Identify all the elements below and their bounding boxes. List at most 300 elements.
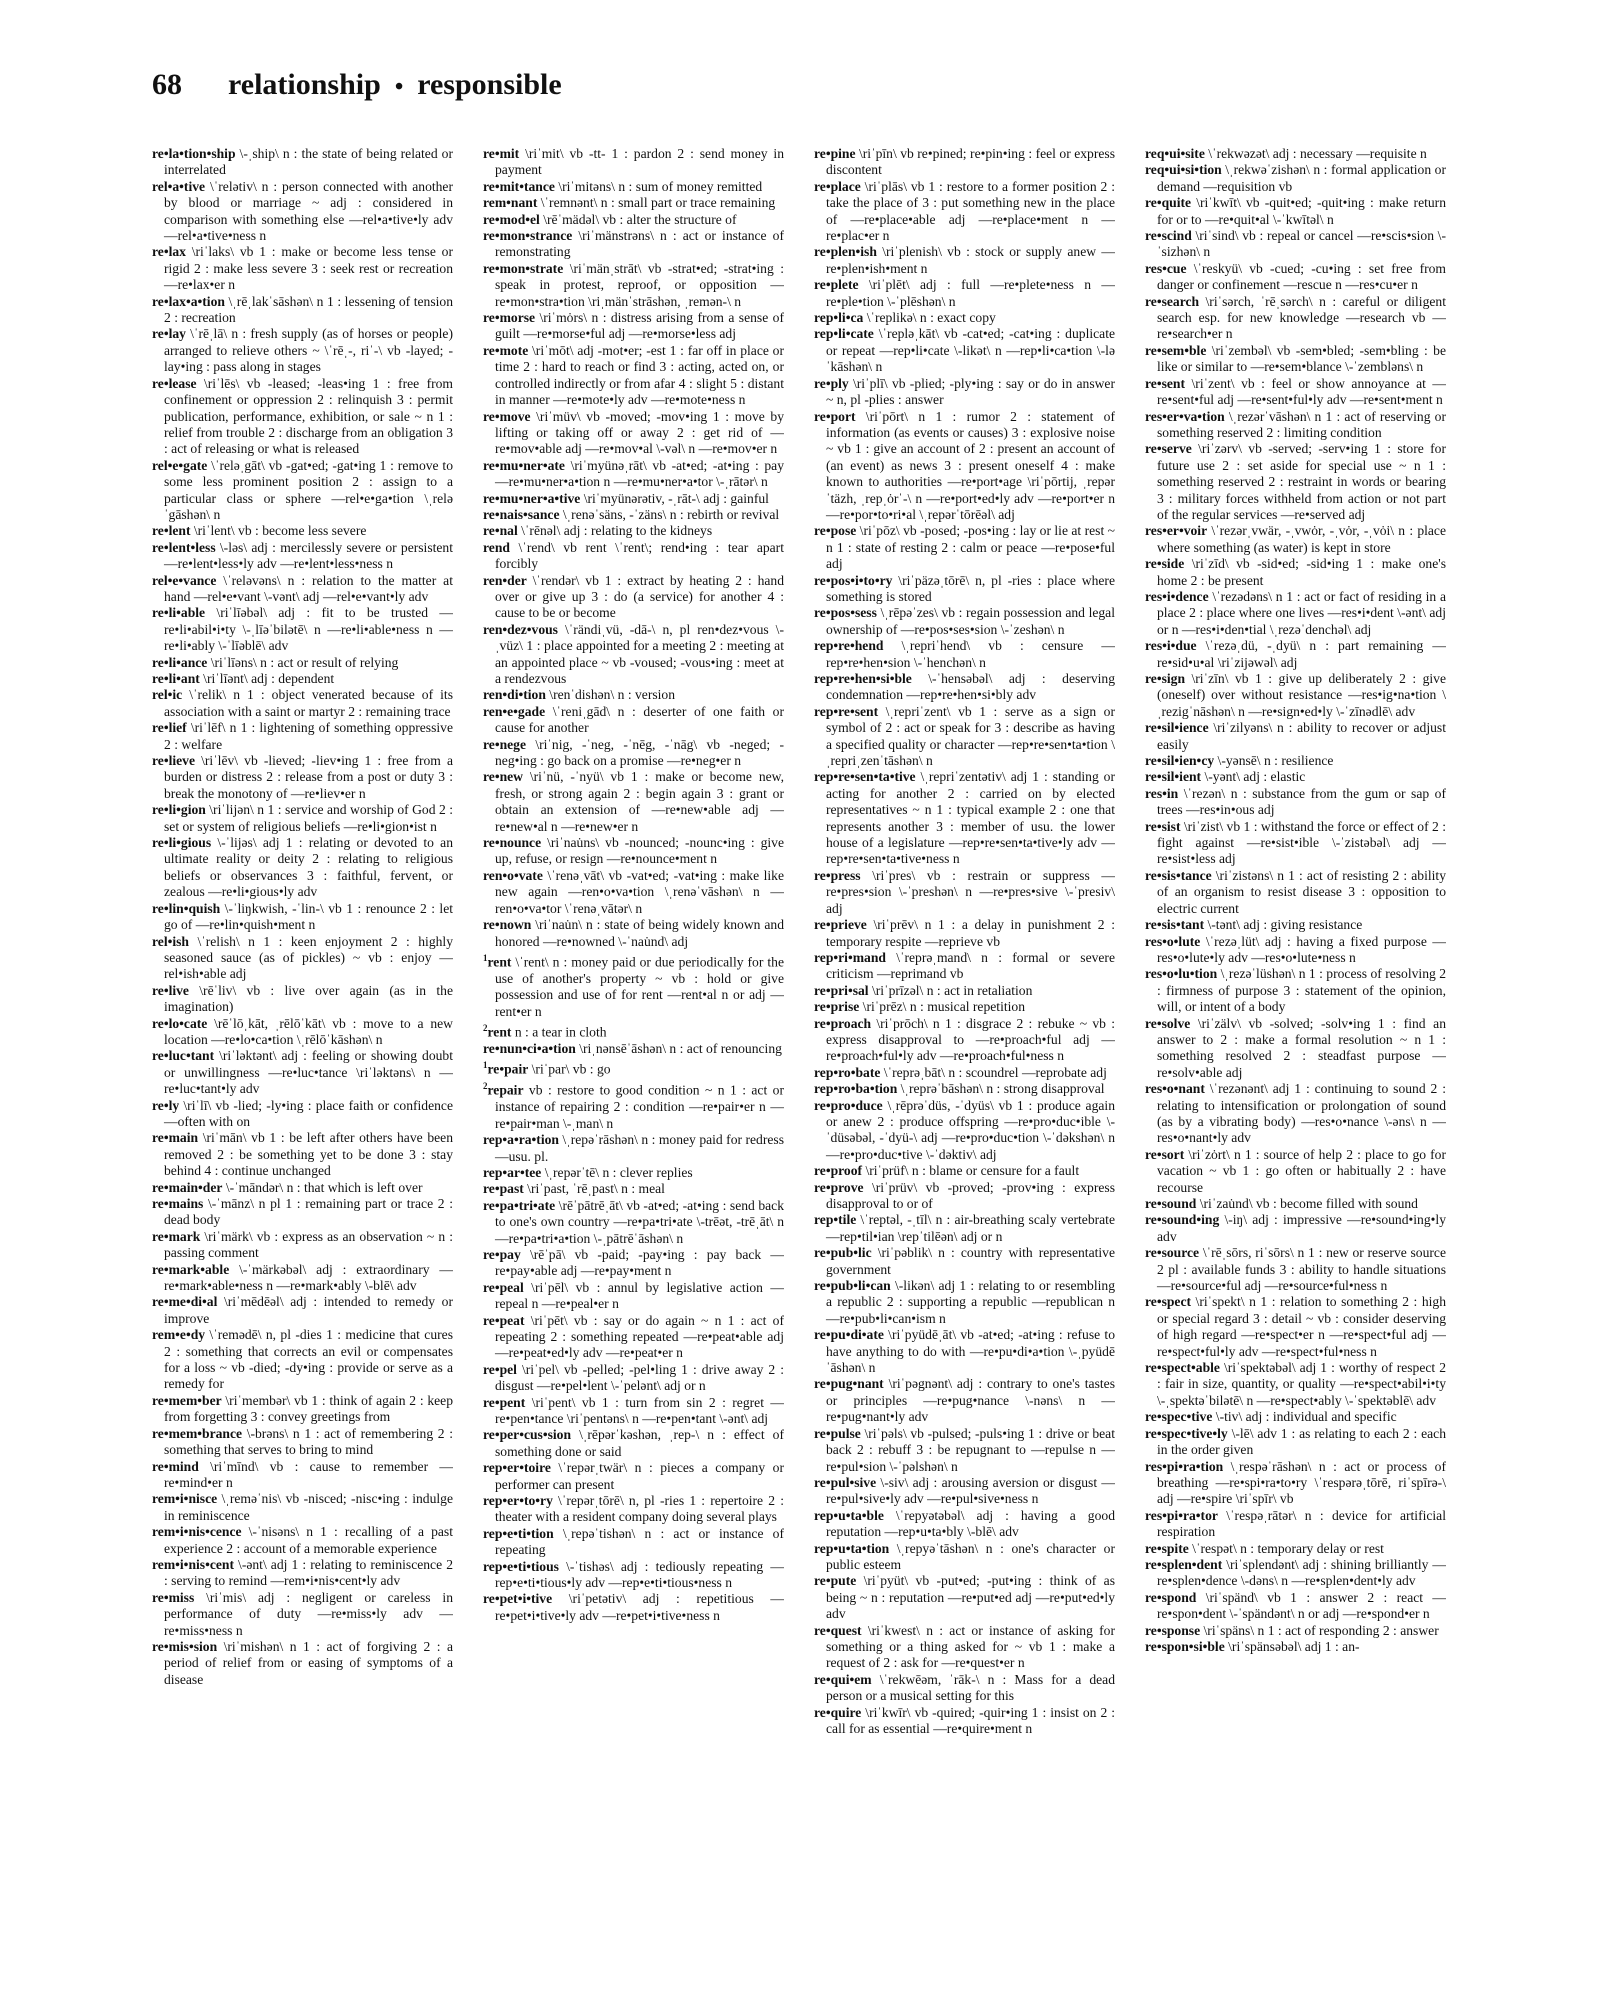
headword: re•quite: [1145, 195, 1192, 211]
definition: \riˈnau̇n\ n : state of being widely known and honored —re•nowned \-ˈnau̇nd\ adj: [495, 917, 784, 949]
headword: re•pub•li•can: [814, 1278, 891, 1294]
definition: \ˈrend\ vb rent \ˈrent\; rend•ing : tear apart forcibly: [495, 539, 784, 572]
dictionary-entry: [483, 523, 784, 539]
headword: re•live: [152, 982, 189, 998]
definition: \ˈrelik\ n 1 : object venerated because of its association with a saint or martyr 2 : remaining trace: [164, 687, 453, 719]
headword: re•me•di•al: [152, 1294, 218, 1310]
headword: re•prieve: [814, 917, 867, 933]
headword: rep•ar•tee: [483, 1164, 542, 1180]
definition: \riˈplās\ vb 1 : restore to a former position 2 : take the place of 3 : put something new in the place of —re•place•able adj —re•place•ment n —re•plac•er n: [826, 178, 1115, 244]
dictionary-entry: [1145, 1196, 1446, 1212]
definition: \riˈlēs\ vb -leased; -leas•ing 1 : free from confinement or oppression 2 : relinquish 3 : permit publication, performance, exhibition, or sale ~ n 1 : relief from trouble 2 : discharge from an obligation 3 : act of releasing or what is released: [164, 375, 453, 457]
definition: \riˈlaks\ vb 1 : make or become less tense or rigid 2 : make less severe 3 : seek rest or recreation —re•lax•er n: [164, 244, 453, 293]
headword: re•lief: [152, 720, 187, 736]
headword: re•pa•tri•ate: [483, 1197, 556, 1213]
headword: re•nounce: [483, 835, 542, 851]
definition: \riˈlīəns\ n : act or result of relying: [207, 654, 399, 670]
dictionary-entry: [152, 179, 453, 245]
headword: re•lin•quish: [152, 900, 221, 916]
definition: \riˈzist\ vb 1 : withstand the force or effect of 2 : fight against —re•sist•ible \-ˈzistəbəl\ adj —re•sist•less adj: [1157, 818, 1446, 867]
definition: \ˈrezən\ n : substance from the gum or sap of trees —res•in•ous adj: [1157, 785, 1446, 818]
headword: re•peat: [483, 1312, 525, 1328]
dictionary-entry: [152, 1639, 453, 1688]
dictionary-entry: [814, 376, 1115, 409]
headword: re•lax•a•tion: [152, 293, 225, 309]
definition: \riˈnü, -ˈnyü\ vb 1 : make or become new, fresh, or strong again 2 : begin again 3 : grant or obtain an extension of —re•new•able adj —re•new•al n —re•new•er n: [495, 769, 784, 834]
dictionary-entry: [814, 146, 1115, 179]
dictionary-entry: [814, 868, 1115, 917]
headword: rep•re•hen•si•ble: [814, 671, 912, 686]
definition: \riˈmēdēəl\ adj : intended to remedy or improve: [164, 1294, 453, 1326]
dictionary-entry: [483, 179, 784, 195]
definition: \ˈrezərˌvwär, -ˌvwȯr, -ˌvȯr, -ˌvȯi\ n : place where something (as water) is kept in store: [1157, 523, 1446, 555]
definition: \ˈrepərˌtōrē\ n, pl -ries 1 : repertoire 2 : theater with a resident company doing several plays: [495, 1493, 784, 1525]
headword: re•morse: [483, 310, 536, 326]
dictionary-entry: [483, 228, 784, 261]
homograph-number: 1: [483, 952, 488, 963]
dictionary-entry: [483, 212, 784, 228]
definition: \riˈzistəns\ n 1 : act of resisting 2 : ability of an organism to resist disease 3 : opposition to electric current: [1157, 867, 1446, 916]
dictionary-entry: [814, 671, 1115, 704]
definition: \riˈzərv\ vb -served; -serv•ing 1 : store for future use 2 : set aside for special use ~ n 1 : something reserved 2 : restraint in words or bearing 3 : military forces withheld from action or not part of the regular services —re•served adj: [1157, 441, 1446, 522]
definition: \riˈnig, -ˈneg, -ˈnēg, -ˈnāg\ vb -neged; -neg•ing : go back on a promise —re•neg•er n: [495, 736, 784, 769]
dictionary-entry: [483, 1591, 784, 1624]
definition: \riˈzälv\ vb -solved; -solv•ing 1 : find an answer to 2 : make a formal resolution ~ n 1 : something resolved 2 : steadfast purpose —re•solv•able adj: [1157, 1015, 1446, 1080]
dictionary-entry: [152, 523, 453, 539]
headword: repair: [487, 1082, 524, 1098]
headword: rep•e•ti•tious: [483, 1558, 559, 1574]
dictionary-entry: [483, 507, 784, 523]
dictionary-entry: [814, 1623, 1115, 1672]
headword: re•nais•sance: [483, 506, 560, 522]
definition: \rēˈliv\ vb : live over again (as in the imagination): [164, 982, 453, 1015]
definition: \-ənt\ adj 1 : relating to reminiscence 2 : serving to remind —rem•i•nis•cent•ly adv: [164, 1556, 453, 1589]
headword: re•prove: [814, 1179, 864, 1195]
dictionary-entry: [814, 409, 1115, 524]
definition: \ˈrēˌlā\ n : fresh supply (as of horses or people) arranged to relieve others ~ \ˈrēˌ-, riˈ-\ vb -layed; -lay•ing : pass along in stages: [164, 326, 453, 375]
dictionary-entry: [483, 1313, 784, 1362]
headword: rep•ro•bate: [814, 1064, 881, 1080]
dictionary-entry: [1145, 1590, 1446, 1623]
dictionary-entry: [483, 622, 784, 688]
definition: \riˈmishən\ n 1 : act of forgiving 2 : a period of relief from or easing of symptoms of a disease: [164, 1638, 453, 1687]
dictionary-entry: [152, 671, 453, 687]
dictionary-columns: [152, 146, 1446, 1966]
headword: re•qui•em: [814, 1671, 872, 1687]
column-4: [1145, 146, 1446, 1966]
dictionary-entry: [483, 573, 784, 622]
definition: \riˈpyüt\ vb -put•ed; -put•ing : think of as being ~ n : reputation —re•put•ed adj —re•put•ed•ly adv: [826, 1573, 1115, 1622]
dictionary-entry: [152, 1327, 453, 1393]
dictionary-entry: [152, 802, 453, 835]
dictionary-entry: [814, 704, 1115, 770]
headword: re•ly: [152, 1097, 180, 1113]
headword: rep•re•hend: [814, 638, 884, 654]
dictionary-entry: [483, 1078, 784, 1132]
headword: re•scind: [1145, 228, 1192, 244]
homograph-number: 2: [483, 1081, 488, 1092]
headword: re•pine: [814, 146, 856, 161]
headword: rel•ish: [152, 933, 189, 949]
definition: \riˈspänd\ vb 1 : answer 2 : react —re•spon•dent \-ˈspändənt\ n or adj —re•spond•er n: [1157, 1589, 1446, 1622]
dictionary-entry: [1145, 868, 1446, 917]
headword: rep•li•cate: [814, 326, 874, 342]
definition: \riˈplenish\ vb : stock or supply anew —re•plen•ish•ment n: [826, 244, 1115, 276]
headword: re•miss: [152, 1589, 195, 1605]
dictionary-entry: [814, 573, 1115, 606]
dictionary-entry: [152, 1557, 453, 1590]
definition: \ˈrekwēəm, ˈrāk-\ n : Mass for a dead person or a musical setting for this: [826, 1671, 1115, 1704]
definition: \riˈlī\ vb -lied; -ly•ing : place faith or confidence—often with on: [164, 1097, 453, 1129]
column-3: [814, 146, 1115, 1966]
headword: req•ui•si•tion: [1145, 162, 1222, 178]
dictionary-entry: [1145, 261, 1446, 294]
definition: \-ˈhensəbəl\ adj : deserving condemnation —rep•re•hen•si•bly adv: [826, 671, 1115, 703]
definition: \riˈpōrt\ n 1 : rumor 2 : statement of information (as events or causes) 3 : explosive noise ~ vb 1 : give an account of 2 : present an account of (an event) as news 3 : present oneself 4 : make known to authorities —re•port•age \riˈpōrtij, ˌrepərˈtäzh, ˌrepˌȯrˈ-\ n —re•port•ed•ly adv —re•port•er n —re•por•to•ri•al \ˌrepərˈtōrēəl\ adj: [826, 408, 1115, 522]
definition: \riˈmüv\ vb -moved; -mov•ing 1 : move by lifting or taking off or away 2 : get rid of —re•mov•able adj —re•mov•al \-vəl\ n —re•mov•er n: [495, 408, 784, 457]
headword: rent: [487, 954, 512, 970]
definition: \ˈrezəˌdü, -ˌdyü\ n : part remaining —re•sid•u•al \riˈzijəwəl\ adj: [1157, 638, 1446, 670]
headword: re•main: [152, 1130, 199, 1146]
definition: \rēˈlōˌkāt, ˌrēlōˈkāt\ vb : move to a new location —re•lo•ca•tion \ˌrēlōˈkāshən\ n: [164, 1015, 453, 1047]
headword: re•pel: [483, 1361, 517, 1377]
headword: re•nown: [483, 917, 532, 933]
definition: \ˈrenəˌvāt\ vb -vat•ed; -vat•ing : make like new again —ren•o•va•tion \ˌrenəˈvāshən\ n —ren•o•va•tor \ˈrenəˌvātər\ n: [495, 867, 784, 916]
dictionary-entry: [814, 326, 1115, 375]
dictionary-entry: [483, 704, 784, 737]
definition: \ˌrēpəˈzes\ vb : regain possession and legal ownership of —re•pos•ses•sion \-ˈzeshən\ n: [826, 605, 1115, 637]
definition: \riˈspäns\ n 1 : act of responding 2 : answer: [1200, 1622, 1439, 1638]
dictionary-entry: [814, 1376, 1115, 1425]
dictionary-entry: [1145, 1508, 1446, 1541]
definition: \-yənt\ adj : elastic: [1201, 769, 1306, 785]
headword: re•mu•ner•ate: [483, 457, 565, 473]
definition: \ˈrezənənt\ adj 1 : continuing to sound 2 : relating to intensification or prolongation of sound (as by a vibrating body) —res•o•nance \-əns\ n —res•o•nant•ly adv: [1157, 1081, 1446, 1146]
dictionary-entry: [1145, 720, 1446, 753]
headword: re•sis•tant: [1145, 917, 1205, 933]
headword: re•pub•lic: [814, 1245, 872, 1261]
definition: \riˈsərch, ˈrēˌsərch\ n : careful or diligent search esp. for new knowledge —research vb —re•search•er n: [1157, 293, 1446, 342]
definition: \-iŋ\ adj : impressive —re•sound•ing•ly adv: [1157, 1212, 1446, 1244]
definition: \ˈreniˌgād\ n : deserter of one faith or cause for another: [495, 703, 784, 736]
headword: re•spect: [1145, 1294, 1192, 1310]
definition: \-ləs\ adj : mercilessly severe or persistent —re•lent•less•ly adv —re•lent•less•ness n: [164, 539, 453, 572]
dictionary-entry: [483, 1181, 784, 1197]
dictionary-entry: [1145, 753, 1446, 769]
headword: ren•der: [483, 572, 527, 588]
dictionary-entry: [814, 1245, 1115, 1278]
headword: re•spond: [1145, 1589, 1197, 1605]
definition: \riˈkwīr\ vb -quired; -quir•ing 1 : insist on 2 : call for as essential —re•quire•ment n: [826, 1704, 1115, 1736]
headword: re•sil•ien•cy: [1145, 753, 1215, 769]
dictionary-entry: [483, 1427, 784, 1460]
dictionary-entry: [152, 1098, 453, 1131]
definition: \riˈzilyəns\ n : ability to recover or adjust easily: [1157, 720, 1446, 752]
dictionary-entry: [814, 1573, 1115, 1622]
definition: \riˈkwest\ n : act or instance of asking for something or a thing asked for ~ vb 1 : make a request of 2 : ask for —re•quest•er n: [826, 1622, 1115, 1671]
dictionary-entry: [814, 1081, 1115, 1097]
headword: re•prise: [814, 999, 860, 1015]
dictionary-entry: [152, 1426, 453, 1459]
dictionary-entry: [1145, 671, 1446, 720]
definition: \riˈzau̇nd\ vb : become filled with sound: [1196, 1196, 1418, 1211]
headword: res•er•va•tion: [1145, 408, 1225, 424]
headword: rep•er•toire: [483, 1460, 551, 1476]
dictionary-entry: [814, 1426, 1115, 1475]
definition: \riˈləktənt\ adj : feeling or showing doubt or unwillingness —re•luc•tance \riˈləktəns\ n —re•luc•tant•ly adv: [164, 1048, 453, 1097]
definition: \riˈsind\ vb : repeal or cancel —re•scis•sion \-ˈsizhən\ n: [1157, 228, 1446, 260]
dictionary-entry: [1145, 917, 1446, 933]
dictionary-entry: [814, 983, 1115, 999]
definition: \riˈprīzəl\ n : act in retaliation: [868, 982, 1033, 998]
dictionary-entry: [1145, 966, 1446, 1015]
definition: \-lē\ adv 1 : as relating to each 2 : each in the order given: [1157, 1425, 1446, 1458]
dictionary-entry: [483, 409, 784, 458]
definition: \-brəns\ n 1 : act of remembering 2 : something that serves to bring to mind: [164, 1425, 453, 1458]
definition: \riˈplēt\ adj : full —re•plete•ness n —re•ple•tion \-ˈplēshən\ n: [826, 277, 1115, 309]
definition: \riˈprōch\ n 1 : disgrace 2 : rebuke ~ vb : express disapproval to —re•proach•ful adj —re•proach•ful•ly adv —re•proach•ful•ness n: [826, 1015, 1115, 1064]
definition: \riˈpres\ vb : restrain or suppress —re•pres•sion \-ˈpreshən\ n —re•pres•sive \-ˈpresiv\ adj: [826, 867, 1115, 916]
dictionary-entry: [1145, 556, 1446, 589]
definition: \riˈmis\ adj : negligent or careless in performance of duty —re•miss•ly adv —re•miss•ness n: [164, 1589, 453, 1638]
definition: \-ˈliŋkwish, -ˈlin-\ vb 1 : renounce 2 : let go of —re•lin•quish•ment n: [164, 900, 453, 933]
definition: \-yənsē\ n : resilience: [1214, 753, 1334, 769]
definition: \-tiv\ adj : individual and specific: [1212, 1409, 1397, 1425]
headword: rem•i•nis•cent: [152, 1556, 234, 1572]
headword: re•mem•ber: [152, 1392, 222, 1408]
headword: re•sort: [1145, 1146, 1185, 1162]
dictionary-entry: [483, 950, 784, 1020]
dictionary-entry: [483, 146, 784, 179]
dictionary-entry: [483, 1526, 784, 1559]
definition: \ˌrepərˈtē\ n : clever replies: [541, 1164, 693, 1180]
dictionary-entry: [1145, 786, 1446, 819]
definition: \ˈreplikə\ n : exact copy: [863, 310, 996, 326]
definition: \riˈmān\ vb 1 : be left after others have been removed 2 : be something yet to be done 3 : stay behind 4 : continue unchanged: [164, 1130, 453, 1179]
definition: \ˈrekwəzət\ adj : necessary —requisite n: [1204, 146, 1427, 161]
headword: re•mon•strance: [483, 228, 573, 244]
headword: re•proach: [814, 1015, 872, 1031]
headword: re•sis•tance: [1145, 867, 1212, 883]
definition: \riˈmembər\ vb 1 : think of again 2 : keep from forgetting 3 : convey greetings from: [164, 1392, 453, 1425]
headword: re•luc•tant: [152, 1048, 215, 1064]
dictionary-entry: [1145, 934, 1446, 967]
dictionary-entry: [1145, 162, 1446, 195]
headword: re•mod•el: [483, 211, 540, 227]
headword: rel•e•gate: [152, 457, 208, 473]
headword: re•main•der: [152, 1179, 223, 1195]
headword: re•mote: [483, 342, 529, 358]
definition: \ˈrezəˌlüt\ adj : having a fixed purpose —res•o•lute•ly adv —res•o•lute•ness n: [1157, 933, 1446, 965]
headword: re•lent•less: [152, 539, 216, 555]
dictionary-entry: [483, 687, 784, 703]
definition: \ˈrepləˌkāt\ vb -cat•ed; -cat•ing : duplicate or repeat —rep•li•cate \-likət\ n —rep•li•ca•tion \-ləˈkāshən\ n: [826, 326, 1115, 375]
headword: ren•o•vate: [483, 867, 543, 883]
dictionary-entry: [152, 655, 453, 671]
headword: re•mark: [152, 1228, 201, 1244]
headword: re•mark•able: [152, 1261, 230, 1277]
headword: re•li•able: [152, 605, 206, 621]
dictionary-entry: [814, 1327, 1115, 1376]
definition: \riˈkwīt\ vb -quit•ed; -quit•ing : make return for or to —re•quit•al \-ˈkwītəl\ n: [1157, 195, 1446, 227]
definition: \ˌrezərˈvāshən\ n 1 : act of reserving or something reserved 2 : limiting condition: [1157, 408, 1446, 440]
definition: \riˈlent\ vb : become less severe: [190, 523, 367, 539]
dictionary-entry: [1145, 1016, 1446, 1082]
headword: rep•li•ca: [814, 310, 864, 326]
definition: \riˈpel\ vb -pelled; -pel•ling 1 : drive away 2 : disgust —re•pel•lent \-ˈpelənt\ adj or n: [495, 1361, 784, 1394]
definition: \ˌrepriˈzentətiv\ adj 1 : standing or acting for another 2 : carried on by elected representatives ~ n 1 : typical example 2 : one that represents another 3 : member of usu. the lower house of a legislature —rep•re•sen•ta•tive•ly adv —rep•re•sen•ta•tive•ness n: [826, 769, 1115, 867]
dictionary-entry: [483, 343, 784, 409]
headword: res•o•lu•tion: [1145, 966, 1218, 982]
dictionary-entry: [152, 1048, 453, 1097]
dictionary-entry: [152, 540, 453, 573]
definition: \-tənt\ adj : giving resistance: [1204, 917, 1363, 933]
definition: \riˈmōt\ adj -mot•er; -est 1 : far off in place or time 2 : hard to reach or find 3 : acting, acted on, or controlled indirectly or from afar 4 : slight 5 : distant in manner —re•mote•ly adv —re•mote•ness n: [495, 342, 784, 408]
headword: re•place: [814, 178, 861, 194]
dictionary-entry: [1145, 409, 1446, 442]
headword: re•solve: [1145, 1015, 1191, 1031]
dictionary-entry: [814, 1065, 1115, 1081]
headword: rep•tile: [814, 1212, 857, 1228]
dictionary-entry: [152, 1294, 453, 1327]
dictionary-entry: [1145, 1541, 1446, 1557]
definition: \ˈreprəˌmand\ n : formal or severe criticism —reprimand vb: [826, 949, 1115, 982]
dictionary-entry: [1145, 589, 1446, 638]
headword: re•pro•duce: [814, 1097, 883, 1113]
dictionary-entry: [1145, 1557, 1446, 1590]
headword: re•la•tion•ship: [152, 146, 236, 161]
dictionary-entry: [483, 310, 784, 343]
headword: rend: [483, 539, 510, 555]
definition: \ˌrepəˈrāshən\ n : money paid for redress—usu. pl.: [495, 1132, 784, 1164]
dictionary-entry: [152, 1590, 453, 1639]
headword: re•lax: [152, 244, 186, 260]
definition: \ˈrendər\ vb 1 : extract by heating 2 : hand over or give up 3 : do (a service) for another 4 : cause to be or become: [495, 572, 784, 621]
definition: n : a tear in cloth: [511, 1024, 607, 1040]
definition: \ˈreləˌgāt\ vb -gat•ed; -gat•ing 1 : remove to some less prominent position 2 : assign to a particular class or sphere —rel•e•ga•tion \ˌreləˈgāshən\ n: [164, 457, 453, 522]
headword: re•li•gion: [152, 802, 206, 818]
dictionary-entry: [814, 638, 1115, 671]
dictionary-entry: [1145, 343, 1446, 376]
dictionary-entry: [1145, 1426, 1446, 1459]
definition: \riˈzembəl\ vb -sem•bled; -sem•bling : be like or similar to —re•sem•blance \-ˈzembləns\ n: [1157, 342, 1446, 375]
headword: re•nege: [483, 736, 527, 752]
definition: \riˈpast, ˈrēˌpast\ n : meal: [523, 1181, 665, 1197]
headword: res•o•nant: [1145, 1081, 1205, 1097]
dictionary-entry: [483, 1198, 784, 1247]
headword: re•pug•nant: [814, 1376, 884, 1392]
headword: re•mon•strate: [483, 260, 564, 276]
definition: \rēˈpā\ vb -paid; -pay•ing : pay back —re•pay•able adj —re•pay•ment n: [495, 1246, 784, 1279]
dictionary-entry: [1145, 146, 1446, 162]
definition: \-siv\ adj : arousing aversion or disgust —re•pul•sive•ly adv —re•pul•sive•ness n: [826, 1474, 1115, 1507]
dictionary-entry: [1145, 819, 1446, 868]
definition: \riˈpent\ vb 1 : turn from sin 2 : regret —re•pen•tance \riˈpentəns\ n —re•pen•tant \-ənt\ adj: [495, 1394, 784, 1426]
definition: \ˌrēˌlakˈsāshən\ n 1 : lessening of tension 2 : recreation: [164, 293, 453, 326]
dictionary-entry: [483, 737, 784, 770]
definition: \ˌrekwəˈzishən\ n : formal application or demand —requisition vb: [1157, 162, 1446, 194]
headword: re•mu•ner•a•tive: [483, 490, 581, 506]
dictionary-entry: [814, 1098, 1115, 1164]
definition: \ˌrepyəˈtāshən\ n : one's character or public esteem: [826, 1540, 1115, 1572]
dictionary-entry: [483, 835, 784, 868]
dictionary-entry: [152, 376, 453, 458]
headword: re•lo•cate: [152, 1015, 208, 1031]
page-number: 68: [152, 68, 182, 101]
dictionary-entry: [1145, 638, 1446, 671]
definition: \riˈmyünərətiv, -ˌrāt-\ adj : gainful: [580, 490, 769, 506]
headword: rent: [487, 1024, 512, 1040]
headword: re•sound•ing: [1145, 1212, 1220, 1228]
dictionary-entry: [1145, 1294, 1446, 1360]
definition: \riˈpīn\ vb re•pined; re•pin•ing : feel or express discontent: [826, 146, 1115, 178]
headword: re•quire: [814, 1704, 862, 1720]
dictionary-entry: [483, 1041, 784, 1057]
dictionary-entry: [483, 491, 784, 507]
headword: re•quest: [814, 1622, 862, 1638]
definition: \ˌrenəˈsäns, -ˈzäns\ n : rebirth or revival: [559, 506, 780, 522]
definition: \riˈprēz\ n : musical repetition: [859, 999, 1025, 1015]
dictionary-entry: [152, 835, 453, 901]
dictionary-entry: [152, 1524, 453, 1557]
headword: re•sem•ble: [1145, 342, 1207, 358]
dictionary-entry: [1145, 1623, 1446, 1639]
headword: re•li•ance: [152, 654, 208, 670]
definition: \riˈpēt\ vb : say or do again ~ n 1 : act of repeating 2 : something repeated —re•peat•able adj —re•peat•ed•ly adv —re•peat•er n: [495, 1312, 784, 1361]
dictionary-entry: [1145, 523, 1446, 556]
headword: rel•ic: [152, 687, 183, 703]
dictionary-entry: [814, 1163, 1115, 1179]
dictionary-entry: [1145, 228, 1446, 261]
dictionary-entry: [1145, 1147, 1446, 1196]
headword: re•lent: [152, 523, 191, 539]
dictionary-entry: [814, 605, 1115, 638]
headword: re•spect•able: [1145, 1360, 1220, 1376]
dictionary-entry: [152, 1229, 453, 1262]
dictionary-entry: [814, 179, 1115, 245]
definition: \-ˈmärkəbəl\ adj : extraordinary —re•mark•able•ness n —re•mark•ably \-blē\ adv: [164, 1261, 453, 1294]
dictionary-entry: [152, 1196, 453, 1229]
headword: rep•er•to•ry: [483, 1493, 553, 1509]
guide-separator: •: [394, 74, 404, 100]
headword: re•sound: [1145, 1196, 1197, 1211]
dictionary-entry: [1145, 441, 1446, 523]
headword: re•sist: [1145, 818, 1181, 834]
headword: re•move: [483, 408, 531, 424]
headword: re•lay: [152, 326, 186, 342]
dictionary-entry: [152, 1459, 453, 1492]
dictionary-entry: [814, 244, 1115, 277]
column-2: [483, 146, 784, 1966]
dictionary-entry: [814, 999, 1115, 1015]
dictionary-entry: [152, 1393, 453, 1426]
definition: \riˈspektəbəl\ adj 1 : worthy of respect 2 : fair in size, quantity, or quality —re•spect•abil•i•ty \-ˌspektəˈbilətē\ n —re•spect•ably \-ˈspektəblē\ adv: [1157, 1360, 1446, 1408]
dictionary-entry: [1145, 769, 1446, 785]
definition: \ˈrepyətəbəl\ adj : having a good reputation —rep•u•ta•bly \-blē\ adv: [826, 1507, 1115, 1540]
headword: re•pent: [483, 1394, 526, 1410]
guide-word-last: responsible: [417, 68, 562, 101]
headword: re•past: [483, 1181, 524, 1197]
headword: rem•e•dy: [152, 1327, 206, 1343]
headword: re•plen•ish: [814, 244, 877, 260]
definition: \riˈzȯrt\ n 1 : source of help 2 : place to go for vacation ~ vb 1 : go often or habitually 2 : have recourse: [1157, 1146, 1446, 1195]
headword: rep•e•ti•tion: [483, 1525, 554, 1541]
dictionary-entry: [1145, 1081, 1446, 1147]
definition: \riˈlīənt\ adj : dependent: [199, 671, 335, 686]
dictionary-entry: [483, 1165, 784, 1181]
dictionary-entry: [152, 687, 453, 720]
definition: \ˌrēpərˈkəshən, ˌrep-\ n : effect of something done or said: [495, 1427, 784, 1459]
